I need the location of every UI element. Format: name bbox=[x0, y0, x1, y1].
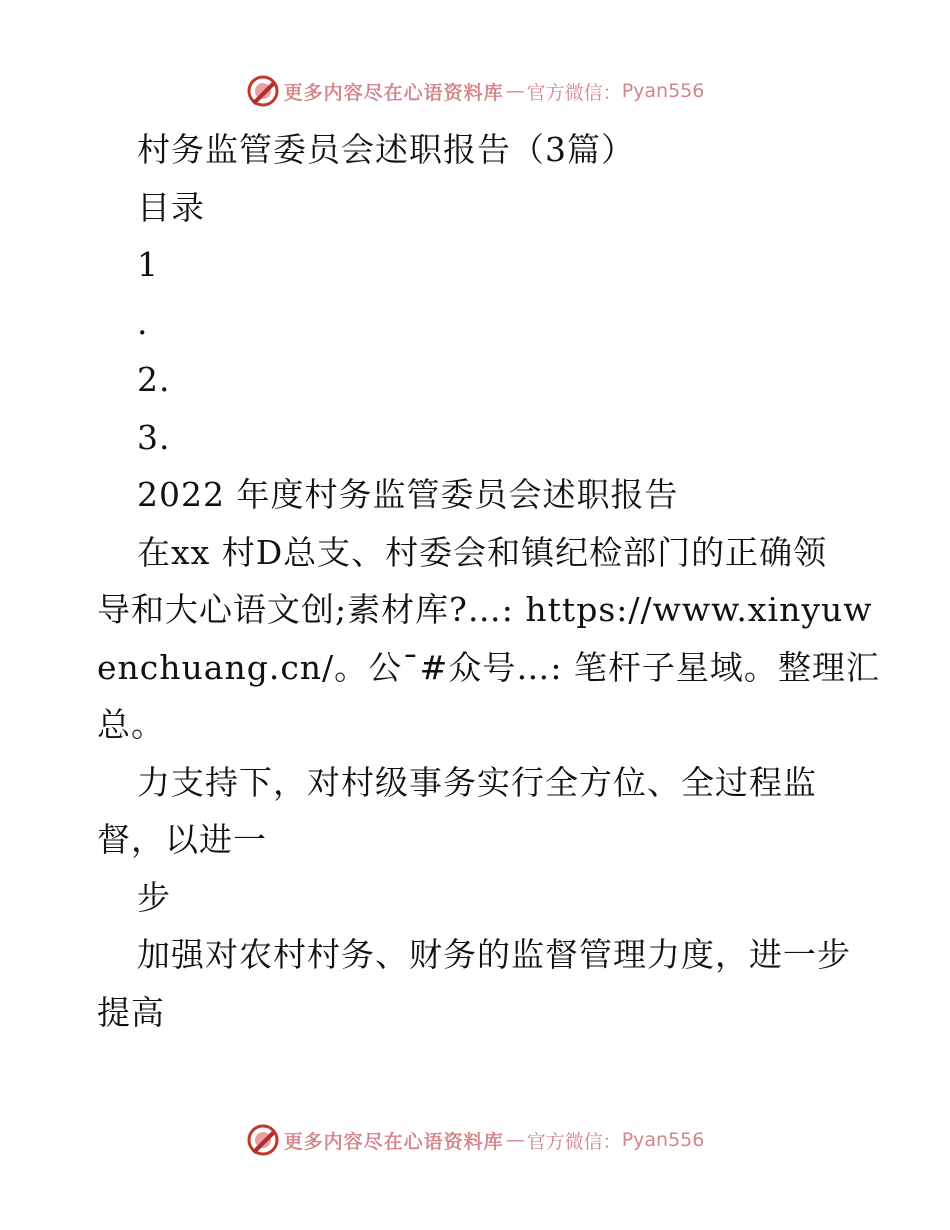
body-line: 总。 bbox=[97, 705, 165, 744]
toc-item: 3. bbox=[137, 417, 171, 457]
body-line: 提高 bbox=[97, 992, 165, 1032]
body-line: enchuang.cn/。公¯#众号…: 笔杆子星域。整理汇 bbox=[97, 647, 880, 687]
toc-item: 1 bbox=[137, 245, 159, 284]
toc-heading: 目录 bbox=[137, 187, 205, 227]
watermark-dash: — bbox=[505, 1129, 525, 1151]
quill-seal-icon bbox=[246, 1123, 280, 1157]
watermark-text: 更多内容尽在心语资料库 bbox=[283, 1130, 504, 1153]
watermark-wechat-id: Pyan556 bbox=[621, 80, 705, 102]
quill-seal-icon bbox=[246, 74, 280, 108]
watermark-text: 更多内容尽在心语资料库 bbox=[283, 81, 504, 104]
watermark-wechat-id: Pyan556 bbox=[621, 1129, 705, 1151]
body-line: 加强对农村村务、财务的监督管理力度，进一步 bbox=[137, 935, 851, 974]
body-line: 督，以进一 bbox=[97, 820, 267, 859]
watermark-official-label: 官方微信： bbox=[526, 81, 622, 104]
watermark-official-label: 官方微信： bbox=[526, 1130, 622, 1153]
header-watermark bbox=[0, 71, 950, 111]
body-line: 步 bbox=[137, 877, 171, 917]
toc-item: 2. bbox=[137, 360, 171, 399]
footer-watermark bbox=[0, 1120, 950, 1160]
toc-item: . bbox=[137, 302, 149, 342]
document-body bbox=[97, 121, 880, 1041]
report-heading: 2022 年度村务监管委员会述职报告 bbox=[137, 475, 679, 514]
body-line: 导和大心语文创;素材库?…: https://www.xinyuw bbox=[97, 590, 873, 629]
document-title: 村务监管委员会述职报告（3篇） bbox=[137, 130, 635, 169]
body-line: 力支持下，对村级事务实行全方位、全过程监 bbox=[137, 762, 817, 802]
watermark-dash: — bbox=[505, 80, 525, 102]
body-line: 在xx 村D总支、村委会和镇纪检部门的正确领 bbox=[137, 532, 828, 572]
